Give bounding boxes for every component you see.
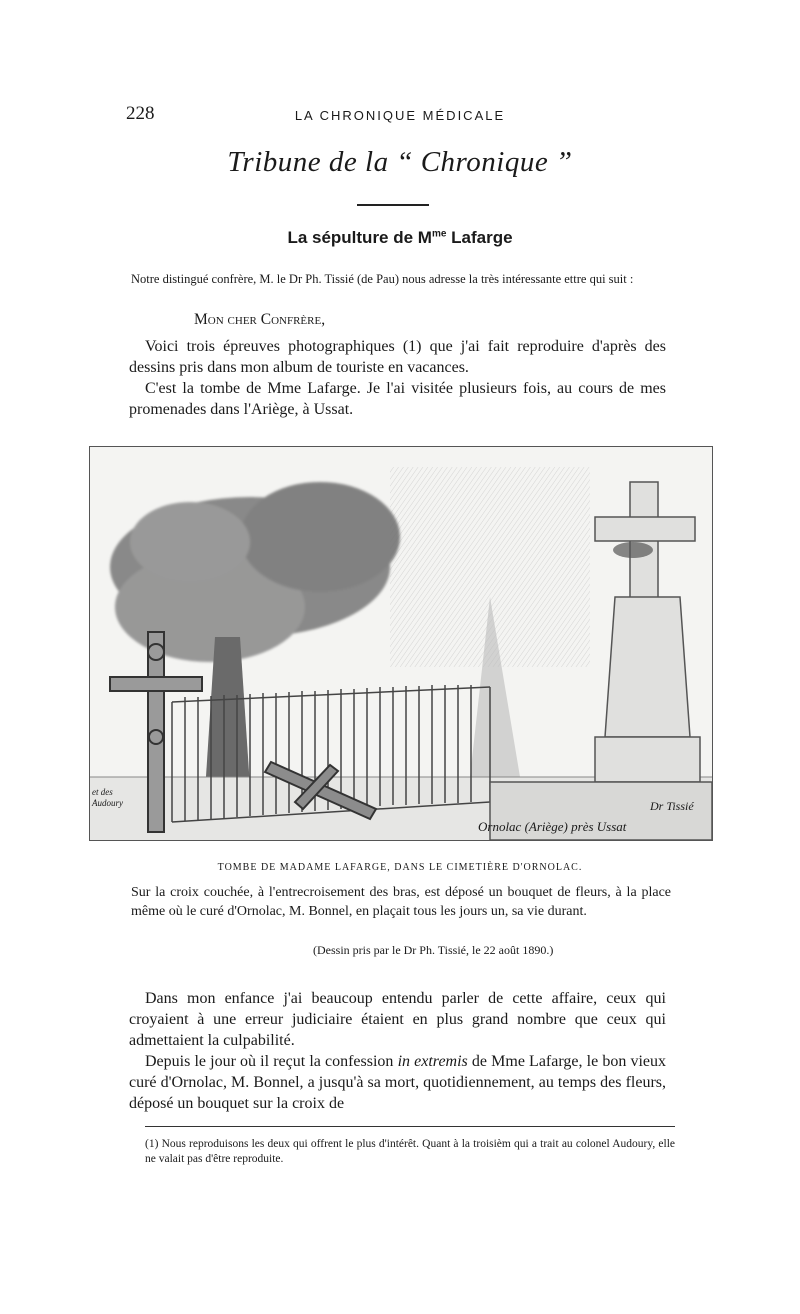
running-head: [0, 103, 800, 131]
paragraph: C'est la tombe de Mme Lafarge. Je l'ai visitée plusieurs fois, au cours de mes promenades dans l'Ariège, à Ussat.: [129, 380, 666, 418]
page-number: 228: [126, 103, 155, 124]
section-title: Tribune de la “ Chronique ”: [227, 146, 573, 178]
journal-title: LA CHRONIQUE MÉDICALE: [294, 108, 506, 123]
footnote-divider: [145, 1126, 675, 1127]
figure-inscription: Ornolac (Ariège) près Ussat: [478, 819, 627, 834]
title-divider: [357, 204, 429, 206]
paragraph: [129, 1051, 666, 1114]
article-title: [0, 228, 800, 248]
intro-paragraph: Notre distingué confrère, M. le Dr Ph. Tissié (de Pau) nous adresse la très intéressante ettre qui suit :: [131, 272, 634, 286]
paragraph-italic: in extremis: [397, 1053, 468, 1070]
figure-note: Sur la croix couchée, à l'entrecroisement des bras, est déposé un bouquet de fleurs, à la place même où le curé d'Ornolac, M. Bonnel, en plaçait tous les jours un, sa vie durant.: [131, 885, 671, 919]
tomb-sketch-illustration: [90, 447, 712, 840]
salutation: Mon cher Confrère,: [194, 311, 326, 328]
tomb-drawing: [89, 446, 713, 841]
paragraph-part: Depuis le jour où il reçut la confession: [145, 1053, 398, 1070]
paragraph: Voici trois épreuves photographiques (1) que j'ai fait reproduire d'après des dessins pris dans mon album de touriste en vacances.: [129, 338, 666, 376]
letter-body: [129, 336, 666, 420]
figure-signature: Dr Tissié: [650, 799, 694, 813]
article-title-pre: La sépulture de M: [287, 228, 432, 247]
figure-caption: TOMBE DE MADAME LAFARGE, DANS LE CIMETIÈRE D'ORNOLAC.: [217, 862, 583, 873]
article-title-post: Lafarge: [446, 228, 513, 247]
paragraph-part: de Mme Lafarge, le bon vieux curé d'Ornolac, M. Bonnel, a jusqu'à sa mort, quotidiennement, au temps des fleurs, déposé un bouquet sur la croix de: [129, 1053, 667, 1112]
footnote: (1) Nous reproduisons les deux qui offrent le plus d'intérêt. Quant à la troisièm qui a trait au colonel Audoury, elle ne valait pas d'être reproduite.: [145, 1138, 675, 1165]
figure-margin-note: et des Audoury: [92, 787, 123, 808]
figure-credit: (Dessin pris par le Dr Ph. Tissié, le 22 août 1890.): [313, 943, 554, 957]
paragraph: Dans mon enfance j'ai beaucoup entendu parler de cette affaire, ceux qui croyaient à une erreur judiciaire étaient en plus grand nombre que ceux qui admettaient la culpabilité.: [129, 990, 666, 1049]
continuation-body: [129, 988, 666, 1114]
article-title-sup: me: [431, 228, 447, 240]
